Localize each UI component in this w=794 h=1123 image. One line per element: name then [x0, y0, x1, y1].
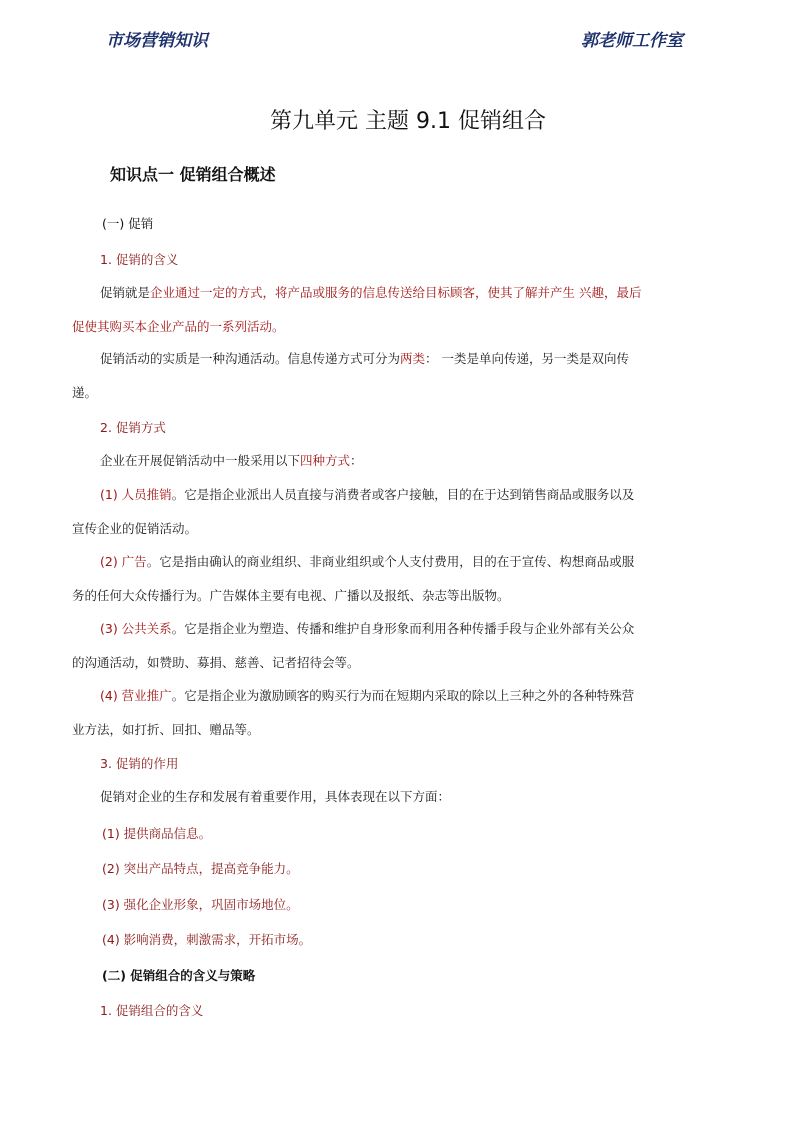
section-heading-promotion-mix: (二) 促销组合的含义与策略	[102, 968, 256, 983]
paragraph-promotion-essence	[72, 342, 644, 410]
paragraph-text: 企业在开展促销活动中一般采用以下	[100, 453, 301, 468]
method-label: (1) 人员推销	[100, 487, 172, 502]
paragraph-effects-intro	[72, 780, 644, 814]
paragraph-methods-intro	[72, 444, 644, 478]
subheading-promotion-mix-meaning: 1. 促销组合的含义	[100, 1003, 204, 1018]
paragraph-public-relations	[72, 612, 644, 680]
subheading-promotion-effects: 3. 促销的作用	[100, 756, 179, 771]
method-label: (4) 营业推广	[100, 688, 172, 703]
paragraph-text: ： 一类是单向传递，另一类是双向传递。	[72, 351, 630, 400]
method-label: (2) 广告	[100, 554, 147, 569]
paragraph-text: ：	[350, 453, 363, 468]
highlight-definition: 企业通过一定的方式，将产品或服务的信息传送给目标顾客，使其了解并产生 兴趣，最后促使其购买本企业产品的一系列活动。	[72, 285, 642, 334]
paragraph-personal-selling	[72, 478, 644, 546]
section-heading-promotion: (一) 促销	[102, 216, 154, 231]
highlight-two-types: 两类	[400, 351, 426, 366]
method-description: 。它是指由确认的商业组织、非商业组织或个人支付费用，目的在于宣传、构想商品或服务的任何大众传播行为。广告媒体主要有电视、广播以及报纸、杂志等出版物。	[72, 554, 635, 603]
paragraph-text: 促销活动的实质是一种沟通活动。信息传递方式可分为	[100, 351, 401, 366]
effect-item-4: (4) 影响消费，刺激需求，开拓市场。	[102, 932, 312, 947]
subheading-promotion-methods: 2. 促销方式	[100, 420, 166, 435]
header-left-title: 市场营销知识	[106, 31, 208, 51]
knowledge-point-heading: 知识点一 促销组合概述	[110, 165, 276, 184]
effect-item-1: (1) 提供商品信息。	[102, 826, 212, 841]
effect-item-3: (3) 强化企业形象，巩固市场地位。	[102, 897, 299, 912]
header-right-title: 郭老师工作室	[581, 31, 683, 51]
method-description: 。它是指企业为塑造、传播和维护自身形象而利用各种传播手段与企业外部有关公众的沟通活动，如赞助、募捐、慈善、记者招待会等。	[72, 621, 635, 670]
paragraph-promotion-definition	[72, 276, 644, 344]
highlight-four-methods: 四种方式	[300, 453, 351, 468]
effect-item-2: (2) 突出产品特点，提高竞争能力。	[102, 861, 299, 876]
subheading-promotion-meaning: 1. 促销的含义	[100, 252, 179, 267]
paragraph-sales-promotion	[72, 679, 644, 747]
paragraph-lead: 促销就是	[100, 285, 151, 300]
method-description: 。它是指企业为激励顾客的购买行为而在短期内采取的除以上三种之外的各种特殊营业方法，如打折、回扣、赠品等。	[72, 688, 635, 737]
paragraph-advertising	[72, 545, 644, 613]
method-description: 。它是指企业派出人员直接与消费者或客户接触，目的在于达到销售商品或服务以及宣传企业的促销活动。	[72, 487, 635, 536]
page-title: 第九单元 主题 9.1 促销组合	[270, 109, 546, 134]
method-label: (3) 公共关系	[100, 621, 172, 636]
paragraph-text: 促销对企业的生存和发展有着重要作用，具体表现在以下方面：	[100, 789, 451, 804]
